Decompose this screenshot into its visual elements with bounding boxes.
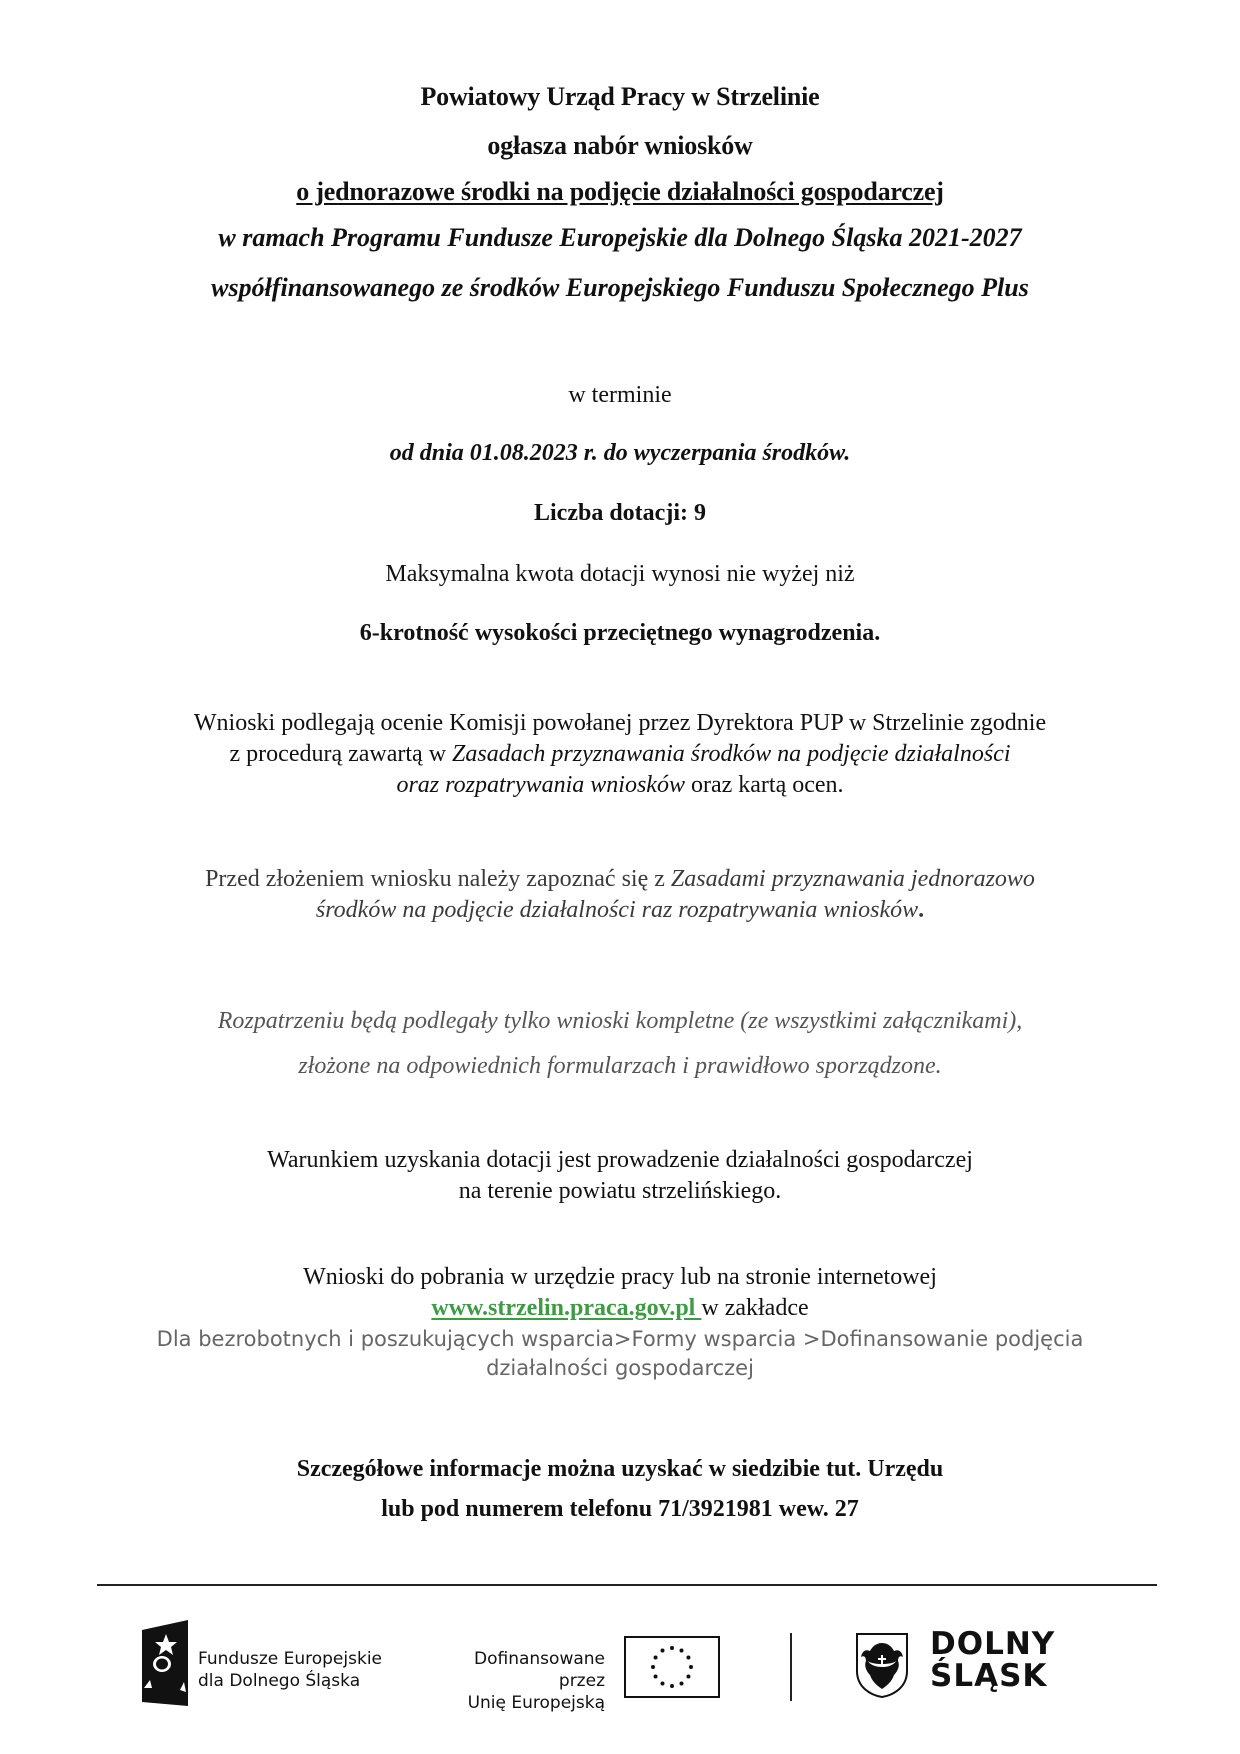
download-line-1: Wnioski do pobrania w urzędzie pracy lub na stronie internetowej [303,1264,937,1290]
cofinancing-line: współfinansowanego ze środków Europejskiego Funduszu Społecznego Plus [211,273,1029,302]
contact-line-2: lub pod numerem telefonu 71/3921981 wew. 27 [381,1496,859,1522]
before-line-1-prefix: Przed złożeniem wniosku należy zapoznać się z [205,866,671,892]
fe-line-2: dla Dolnego Śląska [198,1671,361,1691]
max-amount-value: 6-krotność wysokości przeciętnego wynagrodzenia. [359,620,881,646]
eu-star [680,1681,684,1685]
download-path-line-2: działalności gospodarczej [486,1356,754,1380]
eu-line-2: Unię Europejską [467,1693,605,1713]
evaluation-line-2 [0,741,1240,768]
evaluation-line-3 [0,772,1240,799]
consideration-line-1: Rozpatrzeniu będą podlegały tylko wnioski kompletne (ze wszystkimi załącznikami), [217,1008,1023,1034]
fe-line-1: Fundusze Europejskie [198,1649,382,1669]
before-line-2-suffix: . [918,897,925,923]
eu-star [680,1649,684,1653]
before-line-1 [0,866,1240,893]
program-line: w ramach Programu Fundusze Europejskie dla Dolnego Śląska 2021-2027 [218,223,1022,252]
consideration-line-2: złożone na odpowiednich formularzach i prawidłowo sporządzone. [298,1053,942,1079]
eu-star [654,1675,658,1679]
footer-logos [130,1598,1130,1713]
condition-line-2: na terenie powiatu strzelińskiego. [458,1178,782,1204]
grant-count: Liczba dotacji: 9 [534,500,706,526]
eu-star [661,1649,665,1653]
eu-star [686,1675,690,1679]
fundusze-europejskie-text [198,1648,382,1692]
eu-star [661,1681,665,1685]
contact-line-1: Szczegółowe informacje można uzyskać w siedzibie tut. Urzędu [296,1456,944,1482]
eu-star [670,1646,674,1650]
evaluation-line-2-prefix: z procedurą zawartą w [229,741,453,767]
before-rules-title: Zasadami przyznawania jednorazowo [670,866,1035,892]
term-dates: od dnia 01.08.2023 r. do wyczerpania środków. [389,440,851,466]
eu-star [670,1684,674,1688]
eu-line-1: Dofinansowane przez [474,1649,605,1691]
eu-star [689,1665,693,1669]
eu-flag-icon [624,1636,720,1698]
condition-line-1: Warunkiem uzyskania dotacji jest prowadzenie działalności gospodarczej [267,1147,973,1173]
eu-stars-icon [626,1638,718,1696]
website-link[interactable]: www.strzelin.praca.gov.pl [431,1295,702,1321]
fundusze-europejskie-logo-icon [140,1618,190,1708]
evaluation-rules-title: Zasadach przyznawania środków na podjęcie działalności [452,741,1011,767]
before-line-2 [0,897,1240,924]
logo-divider [790,1633,792,1701]
ds-line-2: ŚLĄSK [930,1658,1048,1694]
eu-cofinancing-text [425,1648,605,1714]
download-path-line-1: Dla bezrobotnych i poszukujących wsparcia>Formy wsparcia >Dofinansowanie podjęcia [156,1327,1084,1351]
evaluation-line-1: Wnioski podlegają ocenie Komisji powołanej przez Dyrektora PUP w Strzelinie zgodnie [193,710,1047,736]
lower-silesia-crest-icon [854,1631,910,1699]
footer-divider [97,1584,1157,1586]
dolny-slask-logo-text [930,1628,1055,1692]
term-label: w terminie [568,382,672,408]
max-amount-label: Maksymalna kwota dotacji wynosi nie wyżej niż [385,561,855,587]
download-line-2 [0,1295,1240,1322]
eu-star [654,1656,658,1660]
eu-star [651,1665,655,1669]
evaluation-line-3-suffix: oraz kartą ocen. [684,772,844,798]
announcement-title: ogłasza nabór wniosków [487,131,753,160]
eu-star [686,1656,690,1660]
ds-line-1: DOLNY [930,1626,1056,1662]
download-tab-label: w zakładce [701,1295,809,1321]
subject-line: o jednorazowe środki na podjęcie działalności gospodarczej [296,177,944,206]
before-rules-title-cont: środków na podjęcie działalności raz rozpatrywania wniosków [315,897,919,923]
office-name: Powiatowy Urząd Pracy w Strzelinie [420,82,820,111]
evaluation-rules-title-cont: oraz rozpatrywania wniosków [396,772,685,798]
